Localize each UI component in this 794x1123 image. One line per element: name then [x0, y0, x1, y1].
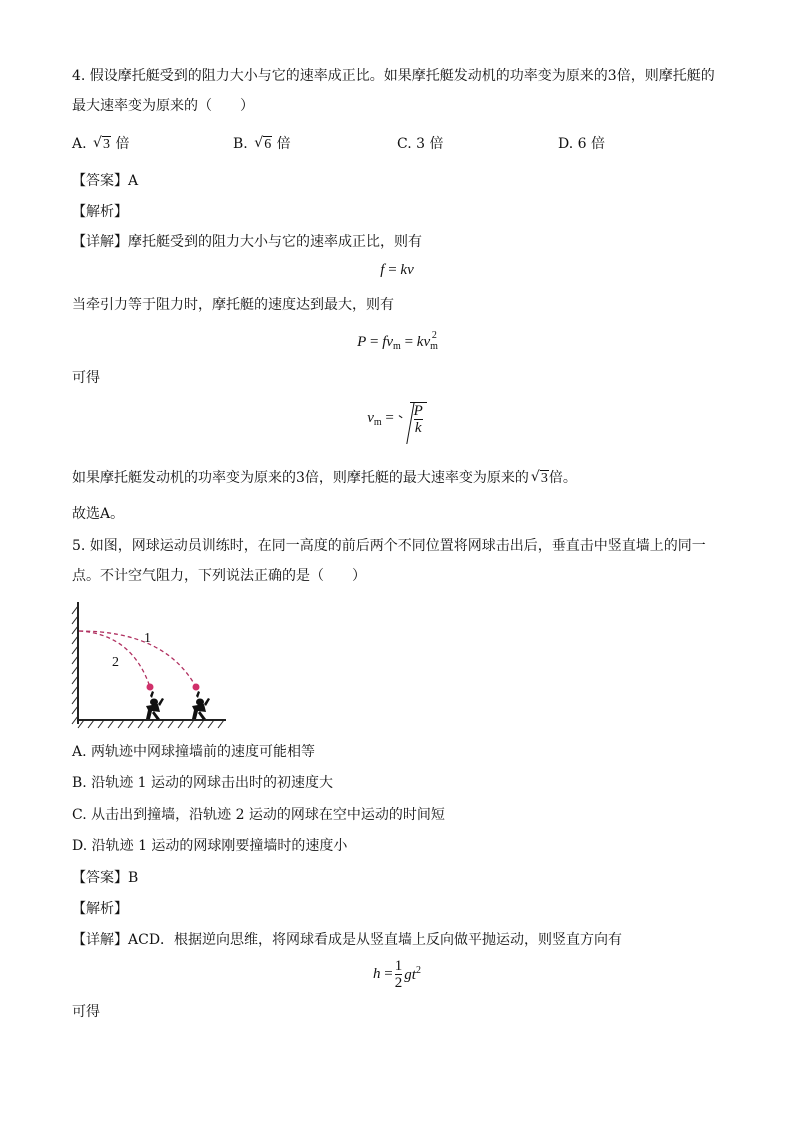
q5-answer: 【答案】B [72, 870, 139, 886]
q4-can-get: 可得 [72, 370, 100, 386]
q5-stem-line1: 5. 如图，网球运动员训练时，在同一高度的前后两个不同位置将网球击出后，垂直击中竖直墙上的同一 [72, 538, 706, 554]
q5-option-a: A. 两轨迹中网球撞墙前的速度可能相等 [72, 744, 316, 760]
label-trajectory-2: 2 [112, 655, 119, 670]
q4-equation-1: f = kv [380, 262, 414, 278]
q4-when-line: 当牵引力等于阻力时，摩托艇的速度达到最大，则有 [72, 297, 394, 313]
label-trajectory-1: 1 [144, 631, 151, 646]
q5-detail-line1: 【详解】ACD．根据逆向思维，将网球看成是从竖直墙上反向做平抛运动，则竖直方向有 [72, 932, 623, 948]
ball-1 [193, 684, 200, 691]
wall-hatching [72, 602, 78, 724]
q4-option-d: D. 6 倍 [558, 136, 605, 152]
q5-analysis-label: 【解析】 [72, 901, 128, 917]
q4-answer: 【答案】A [72, 173, 139, 189]
sqrt-symbol: √ 3 [531, 468, 549, 489]
q4-stem-line2: 最大速率变为原来的（ ） [72, 98, 254, 114]
q4-conclusion: 如果摩托艇发动机的功率变为原来的3倍，则摩托艇的最大速率变为原来的√ 3倍。 [72, 468, 577, 489]
q4-equation-3: $v_m$ = $\frac{P}{k}$ [0, 402, 794, 446]
q4-stem-line1: 4. 假设摩托艇受到的阻力大小与它的速率成正比。如果摩托艇发动机的功率变为原来的3倍，则摩托艇的 [72, 68, 715, 84]
q5-option-d: D. 沿轨迹 1 运动的网球刚要撞墙时的速度小 [72, 838, 348, 854]
ball-2 [147, 684, 154, 691]
q5-option-c: C. 从击出到撞墙，沿轨迹 2 运动的网球在空中运动的时间短 [72, 807, 445, 823]
trajectory-diagram [70, 598, 230, 730]
q4-option-a: A. √ 3 倍 [72, 134, 129, 155]
q4-analysis-label: 【解析】 [72, 204, 128, 220]
q4-option-c: C. 3 倍 [397, 136, 444, 152]
sqrt-symbol: √ 3 [93, 134, 111, 155]
q5-can-get: 可得 [72, 1004, 100, 1020]
q5-stem-line2: 点。不计空气阻力，下列说法正确的是（ ） [72, 568, 366, 584]
sqrt-symbol: √ 6 [254, 134, 272, 155]
q5-equation-1: h = $\frac{1}{2}$ $gt^2$ [373, 958, 421, 991]
ground-hatching [78, 720, 226, 728]
player-2-icon [146, 691, 164, 720]
q4-detail-line1: 【详解】摩托艇受到的阻力大小与它的速率成正比，则有 [72, 234, 422, 250]
trajectory-1 [79, 631, 196, 687]
q4-equation-2: $P = fv_m = kv_m^2$ [357, 330, 438, 352]
q4-option-b: B. √ 6 倍 [233, 134, 291, 155]
q5-option-b: B. 沿轨迹 1 运动的网球击出时的初速度大 [72, 775, 333, 791]
tennis-wall-figure [70, 598, 230, 734]
player-1-icon [192, 691, 210, 720]
sqrt-symbol: $\frac{P}{k}$ [398, 402, 427, 436]
q4-choose: 故选A。 [72, 506, 125, 522]
